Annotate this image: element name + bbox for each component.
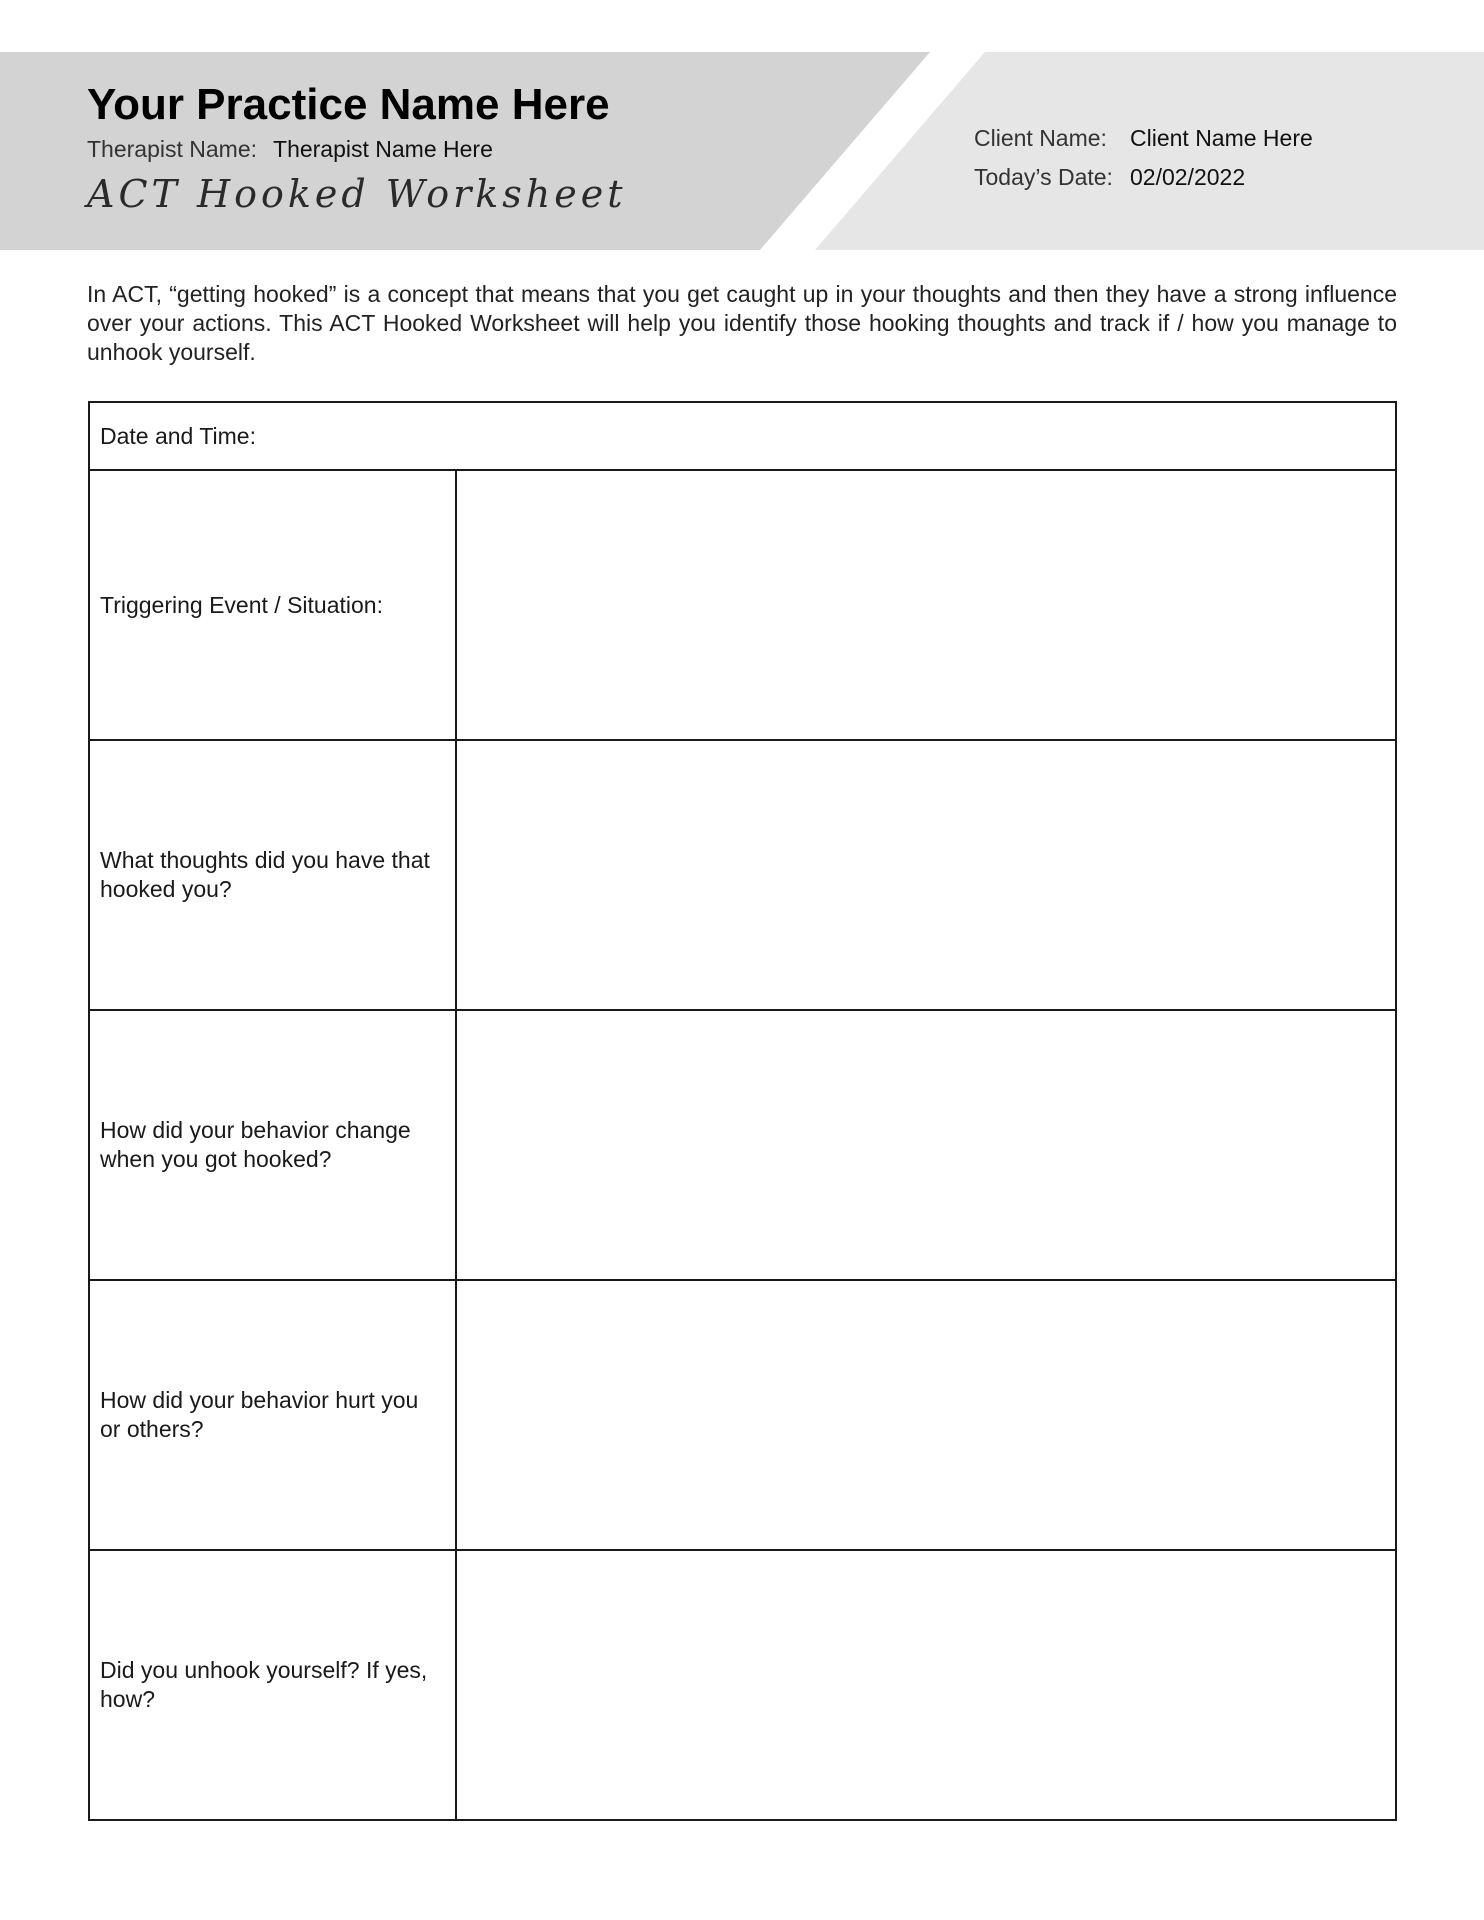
answer-field[interactable] (456, 740, 1396, 1010)
answer-field[interactable] (456, 1280, 1396, 1550)
todays-date-row (974, 164, 1245, 191)
table-row (89, 740, 1396, 1010)
date-time-field[interactable] (89, 402, 1396, 470)
todays-date-label: Today’s Date: (974, 164, 1113, 190)
therapist-value: Therapist Name Here (273, 136, 493, 162)
client-name-value: Client Name Here (1130, 125, 1313, 151)
answer-field[interactable] (456, 470, 1396, 740)
question-label: What thoughts did you have that hooked you? (89, 740, 456, 1010)
question-label: Did you unhook yourself? If yes, how? (89, 1550, 456, 1820)
answer-field[interactable] (456, 1550, 1396, 1820)
table-row (89, 470, 1396, 740)
client-name-label: Client Name: (974, 125, 1107, 151)
worksheet-table (88, 401, 1397, 1821)
answer-field[interactable] (456, 1010, 1396, 1280)
question-label: Triggering Event / Situation: (89, 470, 456, 740)
therapist-label: Therapist Name: (87, 136, 258, 162)
table-row (89, 1010, 1396, 1280)
table-row (89, 1280, 1396, 1550)
question-label: How did your behavior hurt you or others? (89, 1280, 456, 1550)
practice-name: Your Practice Name Here (87, 80, 610, 129)
intro-paragraph: In ACT, “getting hooked” is a concept that means that you get caught up in your thoughts and then they have a strong influence over your actions. This ACT Hooked Worksheet will help you identify those hooking thoughts and track if / how you manage to unhook yourself. (87, 281, 1397, 365)
date-time-row (89, 402, 1396, 470)
therapist-row (87, 136, 493, 163)
client-name-row (974, 125, 1313, 152)
table-row (89, 1550, 1396, 1820)
question-label: How did your behavior change when you got hooked? (89, 1010, 456, 1280)
date-time-label: Date and Time: (100, 422, 256, 449)
todays-date-value: 02/02/2022 (1130, 164, 1246, 190)
worksheet-title: ACT Hooked Worksheet (87, 172, 627, 216)
